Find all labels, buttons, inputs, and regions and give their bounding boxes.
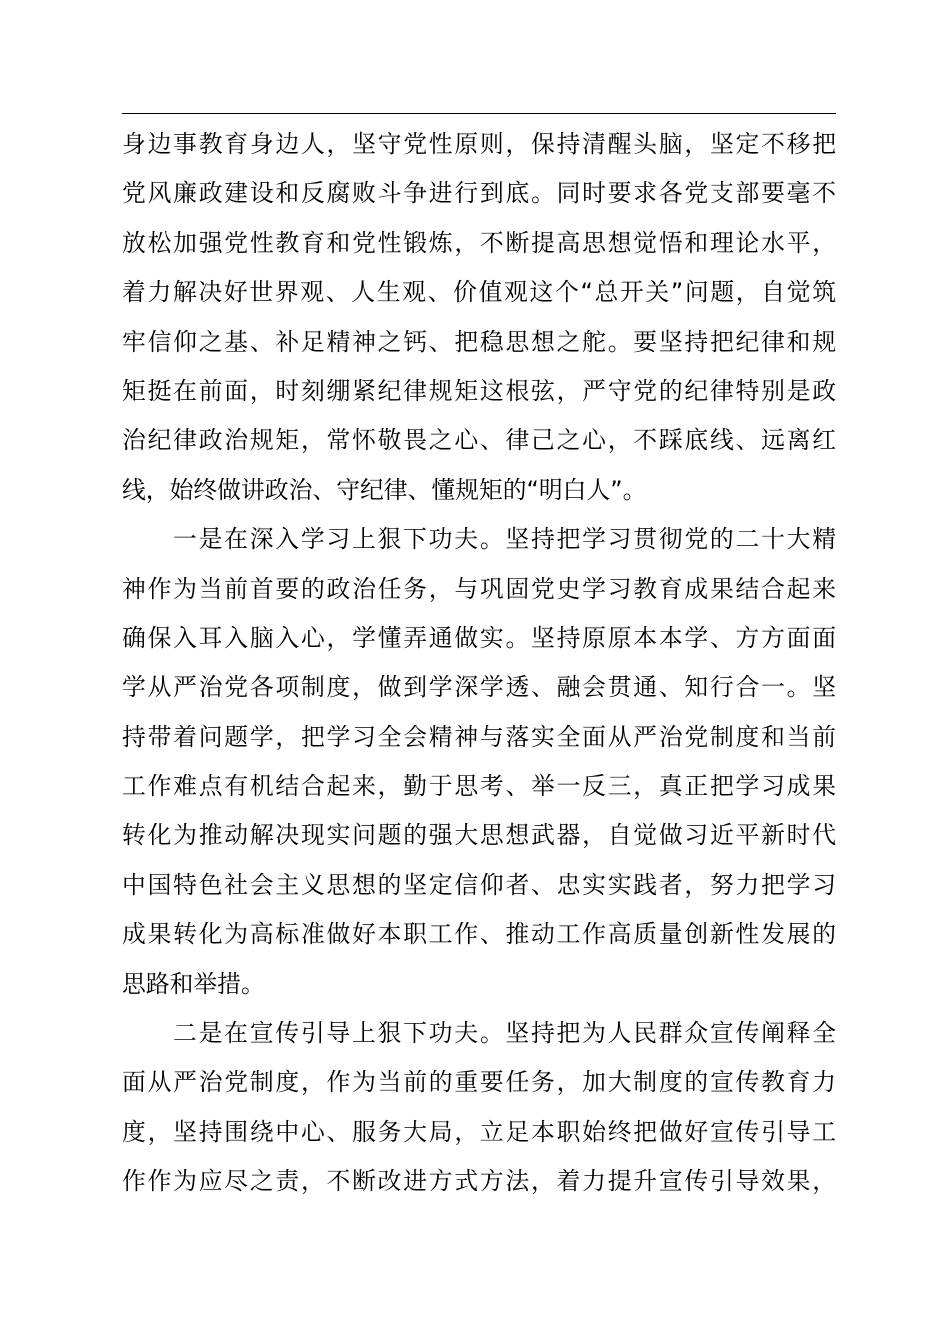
text-line: 面从严治党制度，作为当前的重要任务，加大制度的宣传教育力 xyxy=(122,1068,836,1097)
text-line: 矩挺在前面，时刻绷紧纪律规矩这根弦，严守党的纪律特别是政 xyxy=(122,376,836,405)
text-line: 中国特色社会主义思想的坚定信仰者、忠实实践者，努力把学习 xyxy=(122,870,836,899)
paragraph-1 xyxy=(122,120,836,515)
text-line: 转化为推动解决现实问题的强大思想武器，自觉做习近平新时代 xyxy=(122,821,836,850)
text-line: 治纪律政治规矩，常怀敬畏之心、律己之心，不踩底线、远离红 xyxy=(122,426,836,455)
header-rule xyxy=(122,113,836,114)
text-line: 成果转化为高标准做好本职工作、推动工作高质量创新性发展的 xyxy=(122,920,836,949)
text-line: 着力解决好世界观、人生观、价值观这个“总开关”问题，自觉筑 xyxy=(122,278,836,307)
body-text xyxy=(122,120,836,1207)
text-line: 确保入耳入脑入心，学懂弄通做实。坚持原原本本学、方方面面 xyxy=(122,623,836,652)
paragraph-2 xyxy=(122,515,836,1009)
text-line: 工作难点有机结合起来，勤于思考、举一反三，真正把学习成果 xyxy=(122,772,836,801)
text-line: 线，始终做讲政治、守纪律、懂规矩的“明白人”。 xyxy=(122,475,647,504)
text-line: 牢信仰之基、补足精神之钙、把稳思想之舵。要坚持把纪律和规 xyxy=(122,327,836,356)
paragraph-3 xyxy=(122,1009,836,1207)
text-line: 度，坚持围绕中心、服务大局，立足本职始终把做好宣传引导工 xyxy=(122,1117,836,1146)
text-line: 学从严治党各项制度，做到学深学透、融会贯通、知行合一。坚 xyxy=(122,673,836,702)
text-line: 思路和举措。 xyxy=(122,969,265,998)
text-line: 神作为当前首要的政治任务，与巩固党史学习教育成果结合起来 xyxy=(122,574,836,603)
text-line: 一是在深入学习上狠下功夫。坚持把学习贯彻党的二十大精 xyxy=(173,525,836,554)
text-line: 身边事教育身边人，坚守党性原则，保持清醒头脑，坚定不移把 xyxy=(122,130,836,158)
text-line: 作作为应尽之责，不断改进方式方法，着力提升宣传引导效果， xyxy=(122,1167,836,1196)
text-line: 持带着问题学，把学习全会精神与落实全面从严治党制度和当前 xyxy=(122,722,836,751)
text-line: 放松加强党性教育和党性锻炼，不断提高思想觉悟和理论水平， xyxy=(122,228,836,257)
text-line: 党风廉政建设和反腐败斗争进行到底。同时要求各党支部要毫不 xyxy=(122,179,836,208)
text-line: 二是在宣传引导上狠下功夫。坚持把为人民群众宣传阐释全 xyxy=(173,1019,836,1048)
